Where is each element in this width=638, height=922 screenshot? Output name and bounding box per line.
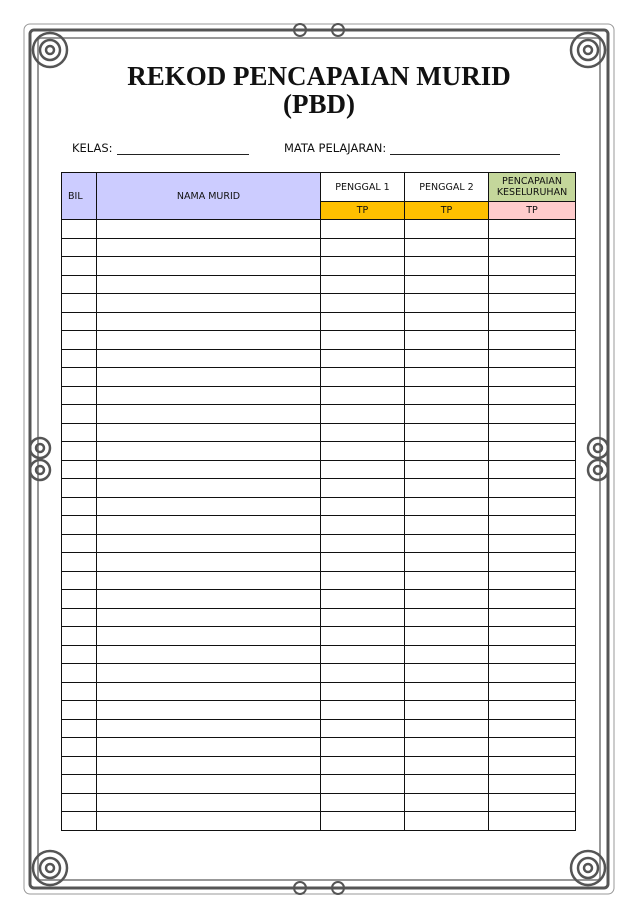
table-row — [62, 719, 576, 738]
keseluruhan-tp-cell[interactable] — [489, 645, 576, 664]
table-row — [62, 516, 576, 535]
table-row — [62, 627, 576, 646]
header-tp-penggal-1: TP — [321, 202, 405, 220]
penggal-2-tp-cell[interactable] — [405, 812, 489, 831]
penggal-2-tp-cell[interactable] — [405, 497, 489, 516]
keseluruhan-tp-cell[interactable] — [489, 553, 576, 572]
bil-cell[interactable] — [62, 349, 97, 368]
table-row — [62, 775, 576, 794]
penggal-1-tp-cell[interactable] — [321, 423, 405, 442]
penggal-2-tp-cell[interactable] — [405, 645, 489, 664]
nama-cell[interactable] — [97, 775, 321, 794]
keseluruhan-tp-cell[interactable] — [489, 479, 576, 498]
bil-cell[interactable] — [62, 423, 97, 442]
bil-cell[interactable] — [62, 405, 97, 424]
penggal-2-tp-cell[interactable] — [405, 719, 489, 738]
table-row — [62, 682, 576, 701]
keseluruhan-tp-cell[interactable] — [489, 294, 576, 313]
header-nama-murid: NAMA MURID — [97, 173, 321, 220]
bil-cell[interactable] — [62, 812, 97, 831]
nama-cell[interactable] — [97, 645, 321, 664]
nama-cell[interactable] — [97, 405, 321, 424]
keseluruhan-tp-cell[interactable] — [489, 682, 576, 701]
keseluruhan-tp-cell[interactable] — [489, 516, 576, 535]
nama-cell[interactable] — [97, 590, 321, 609]
penggal-1-tp-cell[interactable] — [321, 220, 405, 239]
nama-cell[interactable] — [97, 220, 321, 239]
table-row — [62, 257, 576, 276]
keseluruhan-tp-cell[interactable] — [489, 442, 576, 461]
bil-cell[interactable] — [62, 553, 97, 572]
bil-cell[interactable] — [62, 516, 97, 535]
bil-cell[interactable] — [62, 534, 97, 553]
bil-cell[interactable] — [62, 294, 97, 313]
nama-cell[interactable] — [97, 479, 321, 498]
bil-cell[interactable] — [62, 460, 97, 479]
nama-cell[interactable] — [97, 534, 321, 553]
side-ornament-left — [30, 438, 50, 480]
penggal-1-tp-cell[interactable] — [321, 386, 405, 405]
nama-cell[interactable] — [97, 719, 321, 738]
keseluruhan-tp-cell[interactable] — [489, 460, 576, 479]
nama-cell[interactable] — [97, 682, 321, 701]
table-row — [62, 460, 576, 479]
bil-cell[interactable] — [62, 479, 97, 498]
penggal-1-tp-cell[interactable] — [321, 608, 405, 627]
bil-cell[interactable] — [62, 331, 97, 350]
nama-cell[interactable] — [97, 553, 321, 572]
table-row — [62, 553, 576, 572]
penggal-1-tp-cell[interactable] — [321, 571, 405, 590]
bil-cell[interactable] — [62, 719, 97, 738]
bil-cell[interactable] — [62, 497, 97, 516]
nama-cell[interactable] — [97, 497, 321, 516]
table-row — [62, 294, 576, 313]
penggal-2-tp-cell[interactable] — [405, 460, 489, 479]
penggal-2-tp-cell[interactable] — [405, 386, 489, 405]
keseluruhan-tp-cell[interactable] — [489, 275, 576, 294]
penggal-2-tp-cell[interactable] — [405, 775, 489, 794]
keseluruhan-tp-cell[interactable] — [489, 608, 576, 627]
table-row — [62, 590, 576, 609]
penggal-2-tp-cell[interactable] — [405, 349, 489, 368]
penggal-2-tp-cell[interactable] — [405, 534, 489, 553]
table-row — [62, 238, 576, 257]
table-row — [62, 423, 576, 442]
penggal-2-tp-cell[interactable] — [405, 220, 489, 239]
page-title — [0, 62, 638, 118]
keseluruhan-tp-cell[interactable] — [489, 257, 576, 276]
penggal-1-tp-cell[interactable] — [321, 460, 405, 479]
keseluruhan-tp-cell[interactable] — [489, 590, 576, 609]
penggal-2-tp-cell[interactable] — [405, 257, 489, 276]
penggal-2-tp-cell[interactable] — [405, 479, 489, 498]
penggal-2-tp-cell[interactable] — [405, 331, 489, 350]
table-row — [62, 220, 576, 239]
penggal-1-tp-cell[interactable] — [321, 645, 405, 664]
bil-cell[interactable] — [62, 257, 97, 276]
keseluruhan-tp-cell[interactable] — [489, 793, 576, 812]
record-table — [61, 172, 576, 831]
penggal-1-tp-cell[interactable] — [321, 719, 405, 738]
penggal-2-tp-cell[interactable] — [405, 701, 489, 720]
nama-cell[interactable] — [97, 627, 321, 646]
penggal-1-tp-cell[interactable] — [321, 738, 405, 757]
penggal-2-tp-cell[interactable] — [405, 590, 489, 609]
nama-cell[interactable] — [97, 349, 321, 368]
header-pencapaian-keseluruhan: PENCAPAIAN KESELURUHAN — [489, 173, 576, 202]
nama-cell[interactable] — [97, 312, 321, 331]
table-row — [62, 331, 576, 350]
penggal-2-tp-cell[interactable] — [405, 516, 489, 535]
table-row — [62, 701, 576, 720]
header-bil: BIL — [62, 173, 97, 220]
keseluruhan-tp-cell[interactable] — [489, 331, 576, 350]
header-fields — [72, 140, 572, 158]
penggal-1-tp-cell[interactable] — [321, 442, 405, 461]
bil-cell[interactable] — [62, 682, 97, 701]
keseluruhan-tp-cell[interactable] — [489, 368, 576, 387]
bil-cell[interactable] — [62, 571, 97, 590]
penggal-1-tp-cell[interactable] — [321, 627, 405, 646]
penggal-1-tp-cell[interactable] — [321, 516, 405, 535]
penggal-1-tp-cell[interactable] — [321, 812, 405, 831]
penggal-1-tp-cell[interactable] — [321, 775, 405, 794]
table-row — [62, 534, 576, 553]
table-row — [62, 571, 576, 590]
bil-cell[interactable] — [62, 590, 97, 609]
nama-cell[interactable] — [97, 257, 321, 276]
bil-cell[interactable] — [62, 238, 97, 257]
penggal-1-tp-cell[interactable] — [321, 497, 405, 516]
keseluruhan-tp-cell[interactable] — [489, 664, 576, 683]
nama-cell[interactable] — [97, 516, 321, 535]
penggal-1-tp-cell[interactable] — [321, 701, 405, 720]
bil-cell[interactable] — [62, 793, 97, 812]
penggal-2-tp-cell[interactable] — [405, 368, 489, 387]
keseluruhan-tp-cell[interactable] — [489, 349, 576, 368]
table-row — [62, 664, 576, 683]
keseluruhan-tp-cell[interactable] — [489, 405, 576, 424]
keseluruhan-tp-cell[interactable] — [489, 423, 576, 442]
mata-pelajaran-input-line[interactable] — [390, 140, 560, 155]
table-header-row — [62, 173, 576, 202]
penggal-2-tp-cell[interactable] — [405, 571, 489, 590]
penggal-1-tp-cell[interactable] — [321, 294, 405, 313]
penggal-1-tp-cell[interactable] — [321, 664, 405, 683]
keseluruhan-tp-cell[interactable] — [489, 312, 576, 331]
penggal-1-tp-cell[interactable] — [321, 793, 405, 812]
bil-cell[interactable] — [62, 756, 97, 775]
bil-cell[interactable] — [62, 386, 97, 405]
penggal-1-tp-cell[interactable] — [321, 238, 405, 257]
title-line-1: REKOD PENCAPAIAN MURID — [127, 61, 511, 91]
kelas-input-line[interactable] — [117, 140, 249, 155]
table-row — [62, 793, 576, 812]
title-line-2: (PBD) — [283, 89, 355, 119]
header-penggal-1: PENGGAL 1 — [321, 173, 405, 202]
penggal-2-tp-cell[interactable] — [405, 238, 489, 257]
header-tp-keseluruhan: TP — [489, 202, 576, 220]
bil-cell[interactable] — [62, 220, 97, 239]
keseluruhan-tp-cell[interactable] — [489, 775, 576, 794]
table-row — [62, 608, 576, 627]
keseluruhan-tp-cell[interactable] — [489, 534, 576, 553]
keseluruhan-tp-cell[interactable] — [489, 220, 576, 239]
table-row — [62, 756, 576, 775]
table-row — [62, 442, 576, 461]
nama-cell[interactable] — [97, 701, 321, 720]
mata-pelajaran-field — [284, 140, 560, 155]
penggal-2-tp-cell[interactable] — [405, 664, 489, 683]
kelas-label: KELAS: — [72, 141, 113, 155]
bil-cell[interactable] — [62, 664, 97, 683]
nama-cell[interactable] — [97, 386, 321, 405]
nama-cell[interactable] — [97, 812, 321, 831]
keseluruhan-tp-cell[interactable] — [489, 571, 576, 590]
nama-cell[interactable] — [97, 442, 321, 461]
nama-cell[interactable] — [97, 793, 321, 812]
table-row — [62, 349, 576, 368]
penggal-2-tp-cell[interactable] — [405, 405, 489, 424]
kelas-field — [72, 140, 249, 155]
penggal-2-tp-cell[interactable] — [405, 294, 489, 313]
bil-cell[interactable] — [62, 312, 97, 331]
penggal-1-tp-cell[interactable] — [321, 312, 405, 331]
bil-cell[interactable] — [62, 275, 97, 294]
penggal-2-tp-cell[interactable] — [405, 608, 489, 627]
nama-cell[interactable] — [97, 756, 321, 775]
penggal-2-tp-cell[interactable] — [405, 423, 489, 442]
nama-cell[interactable] — [97, 738, 321, 757]
nama-cell[interactable] — [97, 275, 321, 294]
bil-cell[interactable] — [62, 608, 97, 627]
penggal-1-tp-cell[interactable] — [321, 479, 405, 498]
penggal-2-tp-cell[interactable] — [405, 793, 489, 812]
table-row — [62, 645, 576, 664]
keseluruhan-tp-cell[interactable] — [489, 738, 576, 757]
keseluruhan-tp-cell[interactable] — [489, 756, 576, 775]
keseluruhan-tp-cell[interactable] — [489, 627, 576, 646]
bil-cell[interactable] — [62, 368, 97, 387]
bil-cell[interactable] — [62, 645, 97, 664]
penggal-2-tp-cell[interactable] — [405, 275, 489, 294]
keseluruhan-tp-cell[interactable] — [489, 719, 576, 738]
header-tp-penggal-2: TP — [405, 202, 489, 220]
penggal-1-tp-cell[interactable] — [321, 756, 405, 775]
table-row — [62, 812, 576, 831]
keseluruhan-tp-cell[interactable] — [489, 386, 576, 405]
keseluruhan-tp-cell[interactable] — [489, 497, 576, 516]
keseluruhan-tp-cell[interactable] — [489, 238, 576, 257]
penggal-2-tp-cell[interactable] — [405, 442, 489, 461]
table-row — [62, 312, 576, 331]
keseluruhan-tp-cell[interactable] — [489, 812, 576, 831]
penggal-1-tp-cell[interactable] — [321, 590, 405, 609]
side-ornament-right — [588, 438, 608, 480]
table-row — [62, 405, 576, 424]
nama-cell[interactable] — [97, 238, 321, 257]
bil-cell[interactable] — [62, 775, 97, 794]
header-penggal-2: PENGGAL 2 — [405, 173, 489, 202]
penggal-1-tp-cell[interactable] — [321, 682, 405, 701]
penggal-2-tp-cell[interactable] — [405, 312, 489, 331]
table-row — [62, 386, 576, 405]
keseluruhan-tp-cell[interactable] — [489, 701, 576, 720]
bil-cell[interactable] — [62, 627, 97, 646]
bil-cell[interactable] — [62, 738, 97, 757]
nama-cell[interactable] — [97, 608, 321, 627]
penggal-1-tp-cell[interactable] — [321, 368, 405, 387]
penggal-1-tp-cell[interactable] — [321, 349, 405, 368]
table-row — [62, 479, 576, 498]
table-row — [62, 275, 576, 294]
penggal-2-tp-cell[interactable] — [405, 738, 489, 757]
table-row — [62, 497, 576, 516]
penggal-1-tp-cell[interactable] — [321, 553, 405, 572]
penggal-1-tp-cell[interactable] — [321, 275, 405, 294]
table-row — [62, 738, 576, 757]
penggal-1-tp-cell[interactable] — [321, 257, 405, 276]
penggal-1-tp-cell[interactable] — [321, 331, 405, 350]
penggal-2-tp-cell[interactable] — [405, 627, 489, 646]
bil-cell[interactable] — [62, 442, 97, 461]
bil-cell[interactable] — [62, 701, 97, 720]
penggal-1-tp-cell[interactable] — [321, 405, 405, 424]
nama-cell[interactable] — [97, 460, 321, 479]
penggal-1-tp-cell[interactable] — [321, 534, 405, 553]
nama-cell[interactable] — [97, 571, 321, 590]
penggal-2-tp-cell[interactable] — [405, 756, 489, 775]
penggal-2-tp-cell[interactable] — [405, 553, 489, 572]
table-row — [62, 368, 576, 387]
penggal-2-tp-cell[interactable] — [405, 682, 489, 701]
mata-pelajaran-label: MATA PELAJARAN: — [284, 141, 387, 155]
nama-cell[interactable] — [97, 331, 321, 350]
nama-cell[interactable] — [97, 664, 321, 683]
nama-cell[interactable] — [97, 368, 321, 387]
nama-cell[interactable] — [97, 423, 321, 442]
nama-cell[interactable] — [97, 294, 321, 313]
